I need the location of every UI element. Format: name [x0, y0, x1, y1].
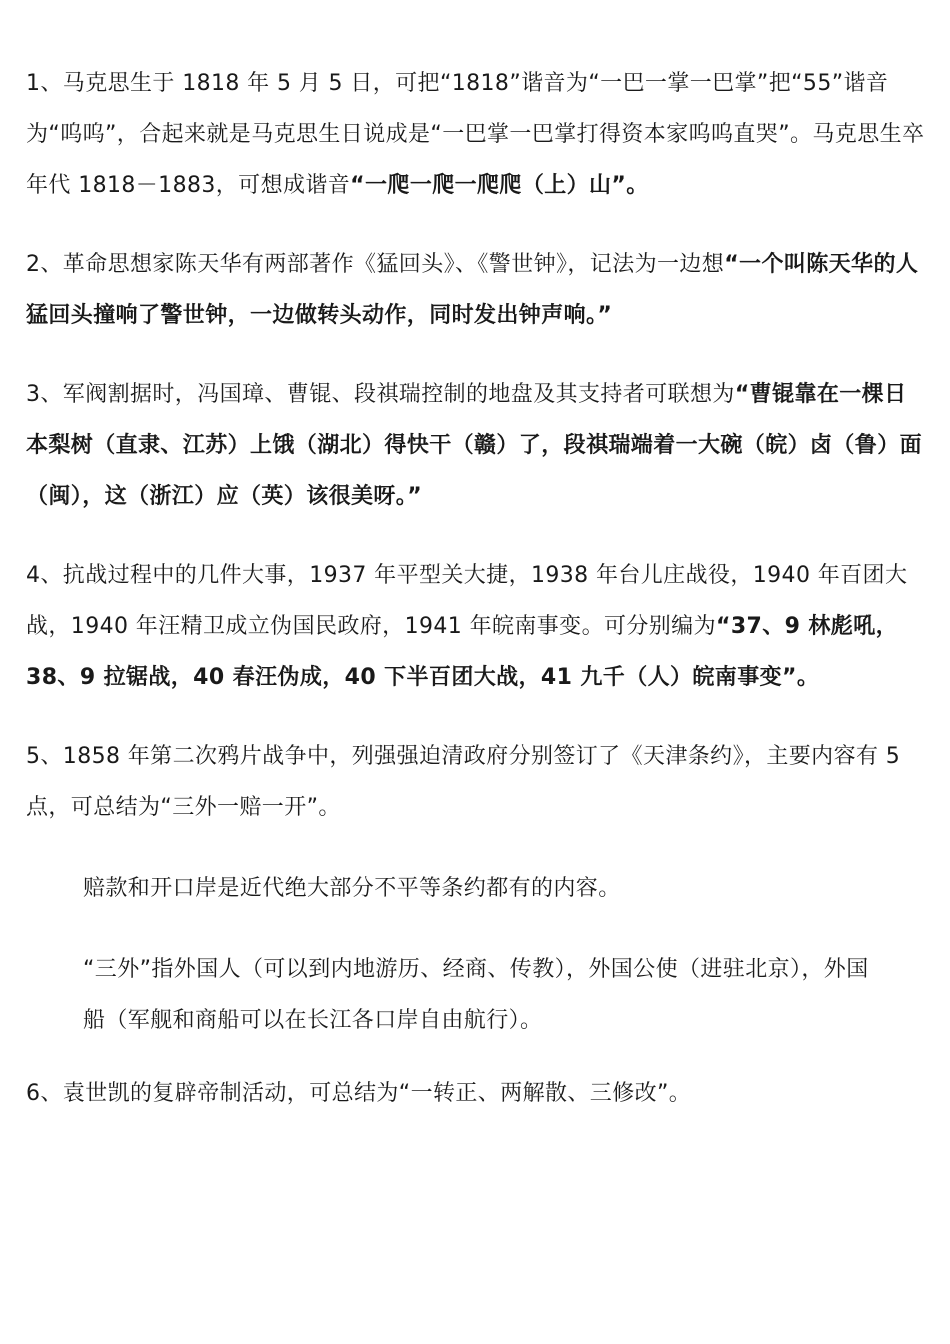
paragraph-3-mnemonic: “曹锟靠在一棵日本梨树（直隶、江苏）上饿（湖北）得快干（赣）了，段祺瑞端着一大碗（皖）卤（鲁）面（闽），这（浙江）应（英）该很美呀。” — [26, 382, 923, 509]
paragraph-1-text: 1、马克思生于 1818 年 5 月 5 日，可把“1818”谐音为“一巴一掌一巴掌”把“55”谐音为“呜呜”，合起来就是马克思生日说成是“一巴掌一巴掌打得资本家呜呜直哭”。马克思生卒年代 1818－1883，可想成谐音 — [26, 71, 925, 198]
paragraph-5-note-2-text: “三外”指外国人（可以到内地游历、经商、传教），外国公使（进驻北京），外国船（军舰和商船可以在长江各口岸自由航行）。 — [83, 957, 869, 1033]
paragraph-2-text: 2、革命思想家陈天华有两部著作《猛回头》、《警世钟》，记法为一边想 — [26, 252, 725, 277]
paragraph-4-text: 4、抗战过程中的几件大事，1937 年平型关大捷，1938 年台儿庄战役，1940 年百团大战，1940 年汪精卫成立伪国民政府，1941 年皖南事变。可分别编为 — [26, 563, 908, 639]
paragraph-2-mnemonic: “一个叫陈天华的人猛回头撞响了警世钟，一边做转头动作，同时发出钟声响。” — [26, 252, 919, 328]
paragraph-4-mnemonic: “37、9 林彪吼，38、9 拉锯战，40 春汪伪成，40 下半百团大战，41 九千（人）皖南事变”。 — [26, 614, 899, 690]
paragraph-3-text: 3、军阀割据时，冯国璋、曹锟、段祺瑞控制的地盘及其支持者可联想为 — [26, 382, 735, 407]
paragraph-6 — [26, 1068, 926, 1119]
paragraph-2 — [26, 239, 926, 341]
paragraph-4 — [26, 550, 926, 703]
paragraph-5-text: 5、1858 年第二次鸦片战争中，列强强迫清政府分别签订了《天津条约》，主要内容有 5 点，可总结为“三外一赔一开”。 — [26, 744, 901, 820]
paragraph-5-note-1-text: 赔款和开口岸是近代绝大部分不平等条约都有的内容。 — [83, 876, 621, 901]
paragraph-5-note-1 — [26, 863, 883, 914]
paragraph-1 — [26, 58, 926, 211]
paragraph-6-text: 6、袁世凯的复辟帝制活动，可总结为“一转正、两解散、三修改”。 — [26, 1081, 692, 1106]
paragraph-5 — [26, 731, 926, 833]
paragraph-5-note-2 — [26, 944, 883, 1046]
paragraph-3 — [26, 369, 926, 522]
paragraph-1-mnemonic: “一爬一爬一爬爬（上）山”。 — [350, 173, 649, 198]
document-page — [26, 58, 926, 1119]
